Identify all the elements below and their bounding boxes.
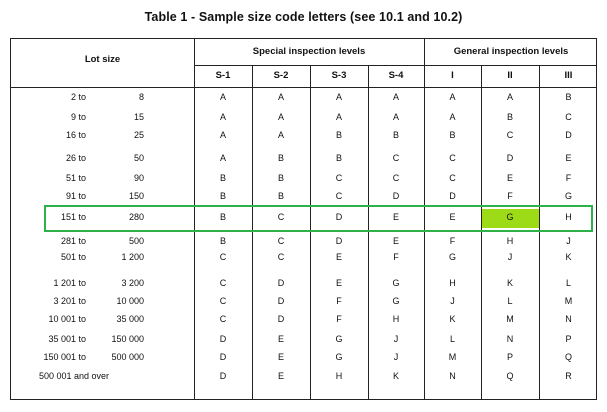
- lot-size-to: 25: [133, 130, 144, 140]
- code-letter-cell: D: [277, 296, 285, 306]
- code-letter-cell: C: [277, 236, 285, 246]
- lot-size-to: 1 200: [121, 252, 144, 262]
- lot-size-from: 150 001 to: [43, 352, 86, 362]
- code-letter-cell: E: [392, 212, 399, 222]
- lot-size-from: 9 to: [70, 112, 86, 122]
- general-inspection-header: General inspection levels: [453, 46, 569, 57]
- code-letter-cell: C: [565, 112, 572, 122]
- code-letter-cell: N: [449, 371, 456, 381]
- code-letter-cell: K: [506, 278, 513, 288]
- code-letter-cell: A: [219, 130, 226, 140]
- code-letter-cell: E: [506, 173, 513, 183]
- code-letter-cell: K: [449, 314, 456, 324]
- lot-size-to: 15: [133, 112, 144, 122]
- code-letter-cell: E: [277, 352, 284, 362]
- code-letter-cell: A: [219, 92, 226, 102]
- code-letter-cell: M: [448, 352, 457, 362]
- code-letter-cell: L: [449, 334, 455, 344]
- code-letter-cell: A: [219, 153, 226, 163]
- code-letter-cell: C: [506, 130, 514, 140]
- code-letter-cell: B: [277, 173, 284, 183]
- code-letter-cell: Q: [564, 352, 572, 362]
- lot-size-from: 151 to: [60, 212, 86, 222]
- code-letter-cell: J: [566, 236, 571, 246]
- code-letter-cell: D: [219, 334, 227, 344]
- group-header-divider: [194, 65, 596, 66]
- code-letter-cell: A: [392, 112, 399, 122]
- code-letter-cell: A: [506, 92, 513, 102]
- code-letter-cell: E: [449, 212, 456, 222]
- code-letter-cell: D: [219, 352, 227, 362]
- code-letter-cell: A: [277, 92, 284, 102]
- code-letter-cell: C: [335, 191, 343, 201]
- code-letter-cell: D: [565, 130, 572, 140]
- code-letter-cell: A: [449, 92, 456, 102]
- lot-size-from: 501 to: [60, 252, 86, 262]
- code-letter-cell: J: [393, 352, 399, 362]
- lot-size-to: 3 200: [121, 278, 144, 288]
- lot-size-from: 10 001 to: [48, 314, 86, 324]
- code-letter-cell: N: [565, 314, 572, 324]
- column-header-s-4: S-4: [388, 70, 404, 81]
- code-letter-cell: B: [449, 130, 456, 140]
- code-letter-cell: E: [277, 371, 284, 381]
- code-letter-cell: H: [449, 278, 456, 288]
- code-letter-cell: B: [565, 92, 572, 102]
- code-letter-cell: D: [277, 278, 285, 288]
- code-letter-cell: F: [393, 252, 399, 262]
- lot-size-to: 8: [138, 92, 144, 102]
- code-letter-cell: J: [393, 334, 399, 344]
- lot-size-to: 500 000: [111, 352, 144, 362]
- code-letter-cell: G: [392, 296, 400, 306]
- code-letter-cell: H: [506, 236, 514, 246]
- code-letter-cell: C: [392, 173, 400, 183]
- lot-size-to: 50: [133, 153, 144, 163]
- code-letter-cell: G: [564, 191, 572, 201]
- code-letter-cell: A: [335, 92, 342, 102]
- column-header-s-3: S-3: [331, 70, 347, 81]
- column-header-iii: III: [564, 70, 573, 81]
- table-title: Table 1 - Sample size code letters (see 10.1 and 10.2): [144, 10, 463, 24]
- lot-size-header: Lot size: [84, 54, 121, 65]
- code-letter-cell: B: [335, 130, 342, 140]
- code-letter-cell: C: [219, 314, 227, 324]
- code-letter-cell: A: [335, 112, 342, 122]
- code-letter-cell: C: [277, 252, 285, 262]
- code-letter-cell: G: [506, 212, 514, 222]
- column-header-ii: II: [507, 70, 513, 81]
- column-header-i: I: [451, 70, 454, 81]
- code-letter-cell: L: [565, 278, 571, 288]
- code-letter-cell: A: [392, 92, 399, 102]
- code-letter-cell: M: [564, 296, 573, 306]
- code-letter-cell: A: [219, 112, 226, 122]
- lot-size-from: 26 to: [65, 153, 86, 163]
- lot-size-from: 91 to: [65, 191, 86, 201]
- code-letter-cell: C: [449, 153, 456, 163]
- lot-size-from: 16 to: [65, 130, 86, 140]
- special-inspection-header: Special inspection levels: [252, 46, 366, 57]
- code-letter-cell: K: [565, 252, 572, 262]
- code-letter-cell: C: [449, 173, 456, 183]
- code-letter-cell: D: [219, 371, 227, 381]
- column-header-s-1: S-1: [215, 70, 231, 81]
- code-letter-cell: B: [219, 212, 226, 222]
- code-letter-cell: J: [450, 296, 455, 306]
- code-letter-cell: G: [335, 352, 343, 362]
- code-letter-cell: B: [335, 153, 342, 163]
- code-letter-cell: F: [336, 296, 342, 306]
- code-letter-cell: D: [335, 212, 343, 222]
- code-letter-cell: H: [335, 371, 343, 381]
- code-letter-cell: B: [506, 112, 513, 122]
- code-letter-cell: J: [507, 252, 513, 262]
- lot-size-from: 3 201 to: [53, 296, 86, 306]
- lot-size-to: 500: [128, 236, 144, 246]
- code-letter-cell: H: [565, 212, 572, 222]
- code-letter-cell: F: [336, 314, 342, 324]
- code-letter-cell: K: [392, 371, 399, 381]
- lot-size-to: 280: [128, 212, 144, 222]
- highlighted-row-outline: [44, 205, 593, 232]
- code-letter-cell: Q: [506, 371, 514, 381]
- code-letter-cell: B: [277, 153, 284, 163]
- lot-size-to: 10 000: [116, 296, 144, 306]
- code-letter-cell: E: [565, 153, 572, 163]
- code-letter-cell: C: [219, 252, 227, 262]
- code-letter-cell: A: [277, 112, 284, 122]
- code-letter-cell: G: [392, 278, 400, 288]
- lot-size-to: 35 000: [116, 314, 144, 324]
- column-header-s-2: S-2: [273, 70, 289, 81]
- code-letter-cell: E: [392, 236, 399, 246]
- code-letter-cell: A: [277, 130, 284, 140]
- code-letter-cell: L: [507, 296, 513, 306]
- code-letter-cell: B: [219, 236, 226, 246]
- code-letter-cell: A: [449, 112, 456, 122]
- code-letter-cell: C: [219, 296, 227, 306]
- code-letter-cell: C: [219, 278, 227, 288]
- lot-size-from: 51 to: [65, 173, 86, 183]
- code-letter-cell: F: [565, 173, 572, 183]
- code-letter-cell: P: [506, 352, 513, 362]
- code-letter-cell: F: [449, 236, 456, 246]
- code-letter-cell: C: [392, 153, 400, 163]
- lot-size-from: 35 001 to: [48, 334, 86, 344]
- lot-size-from: 2 to: [70, 92, 86, 102]
- code-letter-cell: C: [335, 173, 343, 183]
- code-letter-cell: H: [392, 314, 400, 324]
- code-letter-cell: D: [506, 153, 514, 163]
- lot-size-to: 150 000: [111, 334, 144, 344]
- code-letter-cell: N: [506, 334, 514, 344]
- code-letter-cell: M: [506, 314, 514, 324]
- code-letter-cell: B: [219, 173, 226, 183]
- code-letter-cell: E: [335, 252, 342, 262]
- lot-size-from: 1 201 to: [53, 278, 86, 288]
- lot-size-from: 281 to: [60, 236, 86, 246]
- sample-size-table: [10, 38, 597, 400]
- code-letter-cell: F: [507, 191, 513, 201]
- header-divider: [11, 87, 596, 88]
- code-letter-cell: P: [565, 334, 572, 344]
- code-letter-cell: D: [277, 314, 285, 324]
- lot-size-from: 500 001 and over: [39, 371, 110, 381]
- code-letter-cell: D: [335, 236, 343, 246]
- code-letter-cell: G: [335, 334, 343, 344]
- code-letter-cell: D: [449, 191, 456, 201]
- code-letter-cell: G: [448, 252, 456, 262]
- lot-size-to: 90: [133, 173, 144, 183]
- code-letter-cell: B: [277, 191, 284, 201]
- code-letter-cell: D: [392, 191, 400, 201]
- code-letter-cell: E: [335, 278, 342, 288]
- code-letter-cell: B: [219, 191, 226, 201]
- lot-size-to: 150: [128, 191, 144, 201]
- code-letter-cell: R: [565, 371, 572, 381]
- code-letter-cell: E: [277, 334, 284, 344]
- code-letter-cell: B: [392, 130, 399, 140]
- code-letter-cell: C: [277, 212, 285, 222]
